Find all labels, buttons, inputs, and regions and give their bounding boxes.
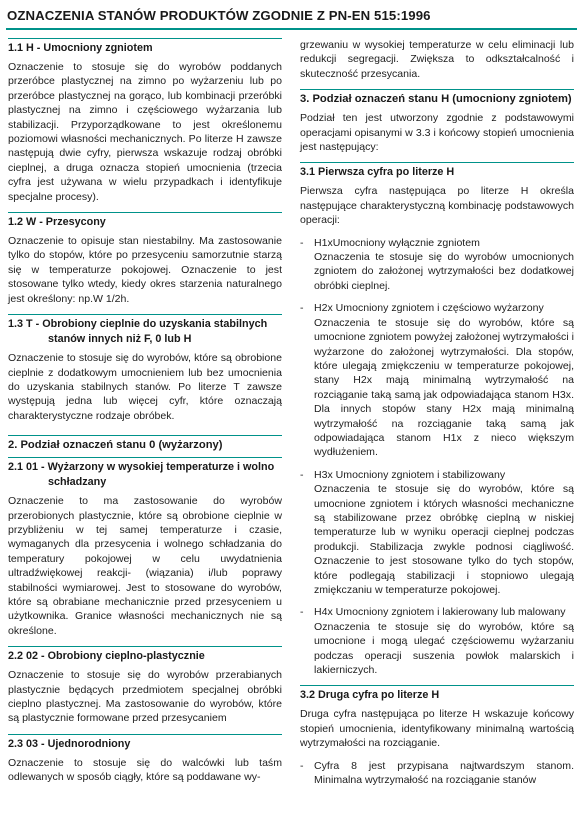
section-2-2-heading: 2.2 02 - Obrobiony cieplno-plastycznie — [8, 646, 282, 668]
list-item-body: Oznaczenia te stosuje się do wyrobów umocnionych zgniotem do założonej wytrzymałości bez dodatkowej obróbki cieplnej. — [314, 251, 574, 292]
list-item-body: Cyfra 8 jest przypisana najtwardszym stanom. Minimalna wytrzymałość na rozciąganie stanów — [314, 759, 574, 787]
list-item — [300, 236, 574, 294]
list-item-head: H2x Umocniony zgniotem i częściowo wyżarzony — [314, 302, 544, 315]
section-2-3-continued-text: grzewaniu w wysokiej temperaturze w celu eliminacji lub redukcji segregacji. Zwiększa to odkształcalność i skuteczność przesycania. — [300, 39, 574, 80]
section-1-1-heading: 1.1 H - Umocniony zgniotem — [8, 38, 282, 60]
list-item-head: H3x Umocniony zgniotem i stabilizowany — [314, 468, 506, 481]
digit-list — [300, 759, 574, 788]
list-item — [300, 605, 574, 677]
section-3-2-text: Druga cyfra następująca po literze H wskazuje końcowy stopień umocnienia, identyfikowany minimalną wartością wytrzymałości na rozciąganie. — [300, 708, 574, 750]
section-1-3-text: Oznaczenie to stosuje się do wyrobów, które są obrobione cieplnie z dodatkowym umocnieniem lub bez umocnienia do uzyskania stabilnych stanów. Po literze T zawsze występują jedna lub więcej cyfr, które oznaczają charakterystyczne rodzaje obróbek. — [8, 352, 282, 422]
list-item-body: Oznaczenia te stosuje się do wyrobów, które są umocnione zgniotem i których własności mechaniczne są stabilizowane przez obróbkę cieplną w niskiej temperaturze lub w wyniku operacji cieplnej podczas produkcji. Stabilizacja zwykle podnosi ciągliwość. Oznaczenie to jest stosowane tylko do tych stopów, które podlegają stabilizacji i stopniowo ulegają zmiękczaniu w temperaturze pokojowej. — [314, 483, 574, 596]
page-title: OZNACZENIA STANÓW PRODUKTÓW ZGODNIE Z PN-EN 515:1996 — [7, 8, 431, 23]
list-dash: - — [300, 759, 304, 772]
section-3-heading: 3. Podział oznaczeń stanu H (umocniony zgniotem) — [300, 89, 574, 111]
section-3-1-heading: 3.1 Pierwsza cyfra po literze H — [300, 162, 574, 184]
section-2-3-heading: 2.3 03 - Ujednorodniony — [8, 734, 282, 756]
list-item — [300, 301, 574, 459]
section-1-2-text: Oznaczenie to opisuje stan niestabilny. Ma zastosowanie tylko do stopów, które po przesyceniu samorzutnie starzą się w temperaturze pokojowej. Oznaczenie to jest stosowane tylko wtedy, kiedy okres starzenia naturalnego jest określony: np.W 1/2h. — [8, 235, 282, 305]
list-dash: - — [300, 606, 304, 619]
list-item-head: H4x Umocniony zgniotem i lakierowany lub malowany — [314, 606, 566, 619]
right-column — [300, 36, 574, 795]
section-3-1-text: Pierwsza cyfra następująca po literze H określa następujące charakterystyczną kombinację podstawowych operacji: — [300, 185, 574, 227]
list-dash: - — [300, 302, 304, 315]
list-dash: - — [300, 236, 304, 249]
section-1-3-heading: 1.3 T - Obrobiony cieplnie do uzyskania stabilnych stanów innych niż F, 0 lub H — [8, 314, 282, 351]
section-2-heading: 2. Podział oznaczeń stanu 0 (wyżarzony) — [8, 435, 282, 457]
list-item-head: H1xUmocniony wyłącznie zgniotem — [314, 236, 480, 249]
section-3-2-heading: 3.2 Druga cyfra po literze H — [300, 685, 574, 707]
title-rule — [6, 28, 577, 30]
section-2-1-text: Oznaczenie to ma zastosowanie do wyrobów przerobionych plastycznie, które są obrobione cieplnie w przybliżeniu w tej samej temperaturze i czasie, wymaganych dla przesycenia i wolnego schładzania do temperatury pokojowej w celu uwydatnienia ultradźwiękowej reakcji- (wiązania) i/lub poprawy stabilności wymiarowej. Jest to stosowane do wyrobów, które są obrabiane mechanicznie przed przesyceniem u użytkownika. Granice własności mechanicznych nie są określone. — [8, 495, 282, 637]
list-item — [300, 468, 574, 598]
list-dash: - — [300, 468, 304, 481]
section-3-text: Podział ten jest utworzony zgodnie z podstawowymi operacjami opisanymi w 3.3 i końcowy stopień umocnienia jest następujący: — [300, 112, 574, 154]
list-item-body: Oznaczenia te stosuje się do wyrobów, które są umocnione zgniotem powyżej założonej wytrzymałości i wyżarzone do założonej wytrzymałości. Dla stopów, które ulegają zmiękczeniu w temperaturze pokojowej, stany H2x mają minimalną wytrzymałość na rozciąganie taką samą jak odpowiadająca stanom H3x. Dla innych stopów stany H2x mają minimalną wytrzymałość na rozciąganie taką samą jak odpowiadająca stanom H1x z nieco większym wydłużeniem. — [314, 316, 574, 459]
section-2-2-text: Oznaczenie to stosuje się do wyrobów przerabianych plastycznie będących przedmiotem specjalnej obróbki cieplno plastycznej. Ma zastosowanie do wyrobów, które są plastycznie formowane przed przesycaniem — [8, 669, 282, 725]
list-item — [300, 759, 574, 788]
list-item-body: Oznaczenia te stosuje się do wyrobów, które są umocnione i mogą ulegać częściowemu wyżarzaniu podczas operacji suszenia powłok malarskich i lakierniczych. — [314, 620, 574, 677]
left-column — [8, 36, 282, 793]
section-1-1-text: Oznaczenie to stosuje się do wyrobów poddanych przeróbce plastycznej na zimno po wyżarzeniu lub po przeróbce plastycznej na gorąco, lub kombinacji przeróbki plastycznej na zimno i częściowego wyżarzania lub stabilizacji. Przyporządkowane to jest określonemu poziomowi własności mechanicznych. Po literze H zawsze następują dwie cyfry, pierwsza wskazuje rodzaj obróbki cieplnej, a druga oznacza stopień umocnienia (trzecia cyfra jest używana w wielu przypadkach i identyfikuje specjalne procesy). — [8, 61, 282, 203]
section-1-2-heading: 1.2 W - Przesycony — [8, 212, 282, 234]
temper-list — [300, 236, 574, 678]
section-2-3-text: Oznaczenie to stosuje się do walcówki lub taśm odlewanych w sposób ciągły, które są poddawane wy- — [8, 756, 282, 784]
section-2-1-heading: 2.1 01 - Wyżarzony w wysokiej temperaturze i wolno schładzany — [8, 457, 282, 494]
